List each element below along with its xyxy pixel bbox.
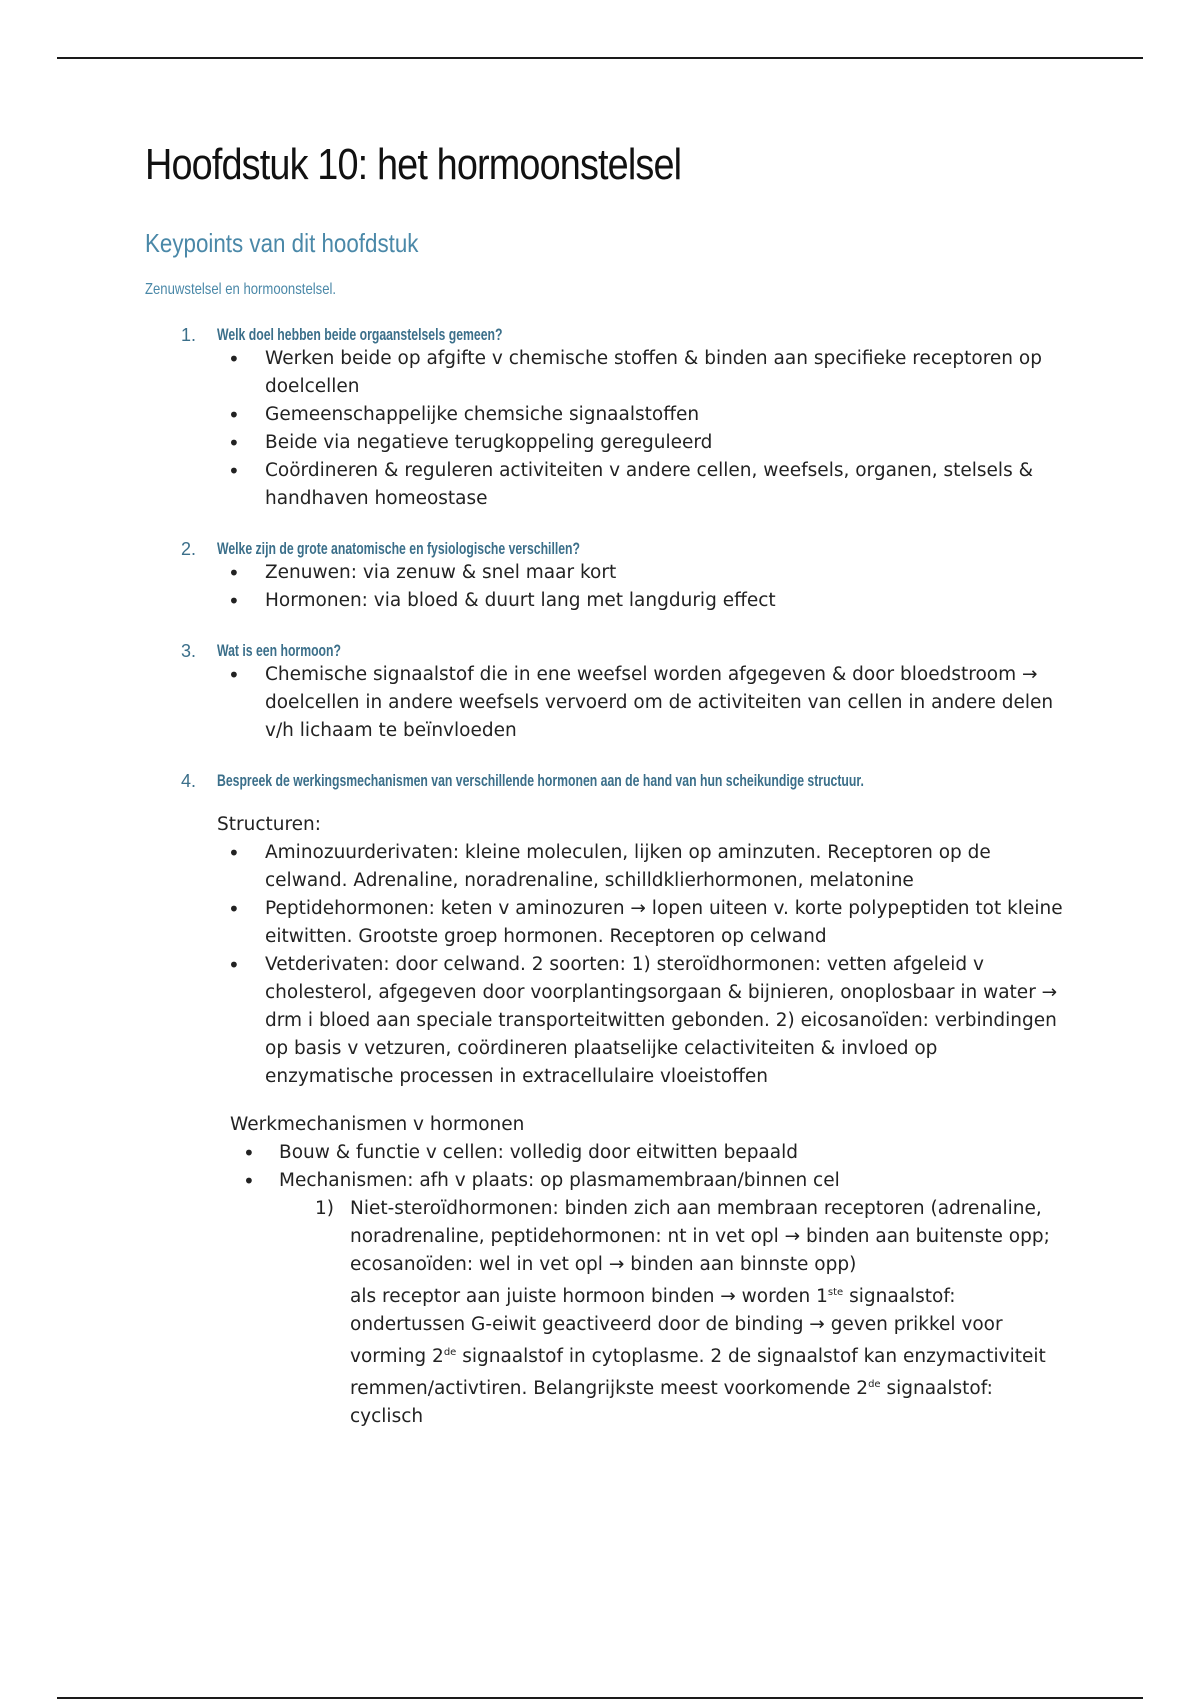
superscript: de [443, 1347, 457, 1359]
question-number: 3. [181, 641, 197, 661]
list-item: • Gemeenschappelijke chemsiche signaalstoffen [145, 401, 1065, 429]
question-text: Bespreek de werkingsmechanismen van verschillende hormonen aan de hand van hun scheikundige structuur. [217, 771, 864, 790]
list-item: • Aminozuurderivaten: kleine moleculen, lijken op aminzuten. Receptoren op de celwand. Adrenaline, noradrenaline, schilldklierhormonen, melatonine [145, 839, 1065, 895]
list-item: • Werken beide op afgifte v chemische stoffen & binden aan specifieke receptoren op doelcellen [145, 345, 1065, 401]
list-item: • Beide via negatieve terugkoppeling gereguleerd [145, 429, 1065, 457]
list-item: • Bouw & functie v cellen: volledig door eitwitten bepaald [145, 1139, 1065, 1167]
page-title: Hoofdstuk 10: het hormoonstelsel [145, 140, 682, 189]
question-2 [145, 539, 1065, 559]
list-item: • Coördineren & reguleren activiteiten v andere cellen, weefsels, organen, stelsels & handhaven homeostase [145, 457, 1065, 513]
text-run: signaalstof in cytoplasme. 2 de signaalstof kan enzymactiviteit remmen/activtiren. Belangrijkste meest voorkomende 2 [350, 1346, 1046, 1400]
question-number: 1. [181, 325, 197, 345]
bullet-list [145, 839, 1065, 1091]
question-4 [145, 771, 1065, 791]
question-3 [145, 641, 1065, 661]
werkmechanismen-label: Werkmechanismen v hormonen [230, 1114, 525, 1135]
list-item: • Mechanismen: afh v plaats: op plasmamembraan/binnen cel [145, 1167, 1065, 1195]
bullet-list [145, 661, 1065, 745]
item-number: 1) [315, 1198, 334, 1219]
question-number: 2. [181, 539, 197, 559]
list-item: • Vetderivaten: door celwand. 2 soorten: 1) steroïdhormonen: vetten afgeleid v cholesterol, afgegeven door voorplantingsorgaan & bijnieren, onoplosbaar in water → drm i bloed aan speciale transporteitwitten gebonden. 2) eicosanoïden: verbindingen op basis v vetzuren, coördineren plaatselijke celactiviteiten & invloed op enzymatische processen in extracellulaire vloeistoffen [145, 951, 1065, 1091]
text-run: signaalstof: cyclisch [350, 1378, 993, 1428]
list-item: • Zenuwen: via zenuw & snel maar kort [145, 559, 1065, 587]
question-number: 4. [181, 771, 197, 791]
question-1 [145, 325, 1065, 345]
bottom-rule [57, 1697, 1143, 1699]
section-heading: Zenuwstelsel en hormoonstelsel. [145, 281, 337, 298]
bullet-list [145, 559, 1065, 615]
keypoints-heading: Keypoints van dit hoofdstuk [145, 228, 419, 258]
superscript: ste [827, 1287, 844, 1298]
bullet-list [145, 345, 1065, 513]
question-text: Wat is een hormoon? [217, 641, 341, 660]
question-text: Welk doel hebben beide orgaanstelsels gemeen? [217, 325, 503, 344]
numbered-text-a: Niet-steroïdhormonen: binden zich aan membraan receptoren (adrenaline, noradrenaline, peptidehormonen: nt in vet opl → binden aan buitenste opp; ecosanoïden: wel in vet opl → binden aan binnste opp) [350, 1198, 1050, 1275]
list-item: • Peptidehormonen: keten v aminozuren → lopen uiteen v. korte polypeptiden tot kleine eitwitten. Grootste groep hormonen. Receptoren op celwand [145, 895, 1065, 951]
list-item: • Hormonen: via bloed & duurt lang met langdurig effect [145, 587, 1065, 615]
numbered-item [145, 1195, 1065, 1431]
superscript: de [868, 1379, 881, 1391]
question-text: Welke zijn de grote anatomische en fysiologische verschillen? [217, 539, 581, 558]
text-run: signaalstof: ondertussen G-eiwit geactiveerd door de binding → geven prikkel voor vorming 2 [350, 1286, 1003, 1368]
list-item: • Chemische signaalstof die in ene weefsel worden afgegeven & door bloedstroom → doelcellen in andere weefsels vervoerd om de activiteiten van cellen in andere delen v/h lichaam te beïnvloeden [145, 661, 1065, 745]
numbered-text-b [350, 1279, 1065, 1431]
top-rule [57, 57, 1143, 59]
bullet-list [145, 1139, 1065, 1195]
document-page [145, 140, 1065, 1431]
text-run: als receptor aan juiste hormoon binden → worden 1 [350, 1286, 828, 1308]
structuren-label: Structuren: [217, 814, 322, 835]
